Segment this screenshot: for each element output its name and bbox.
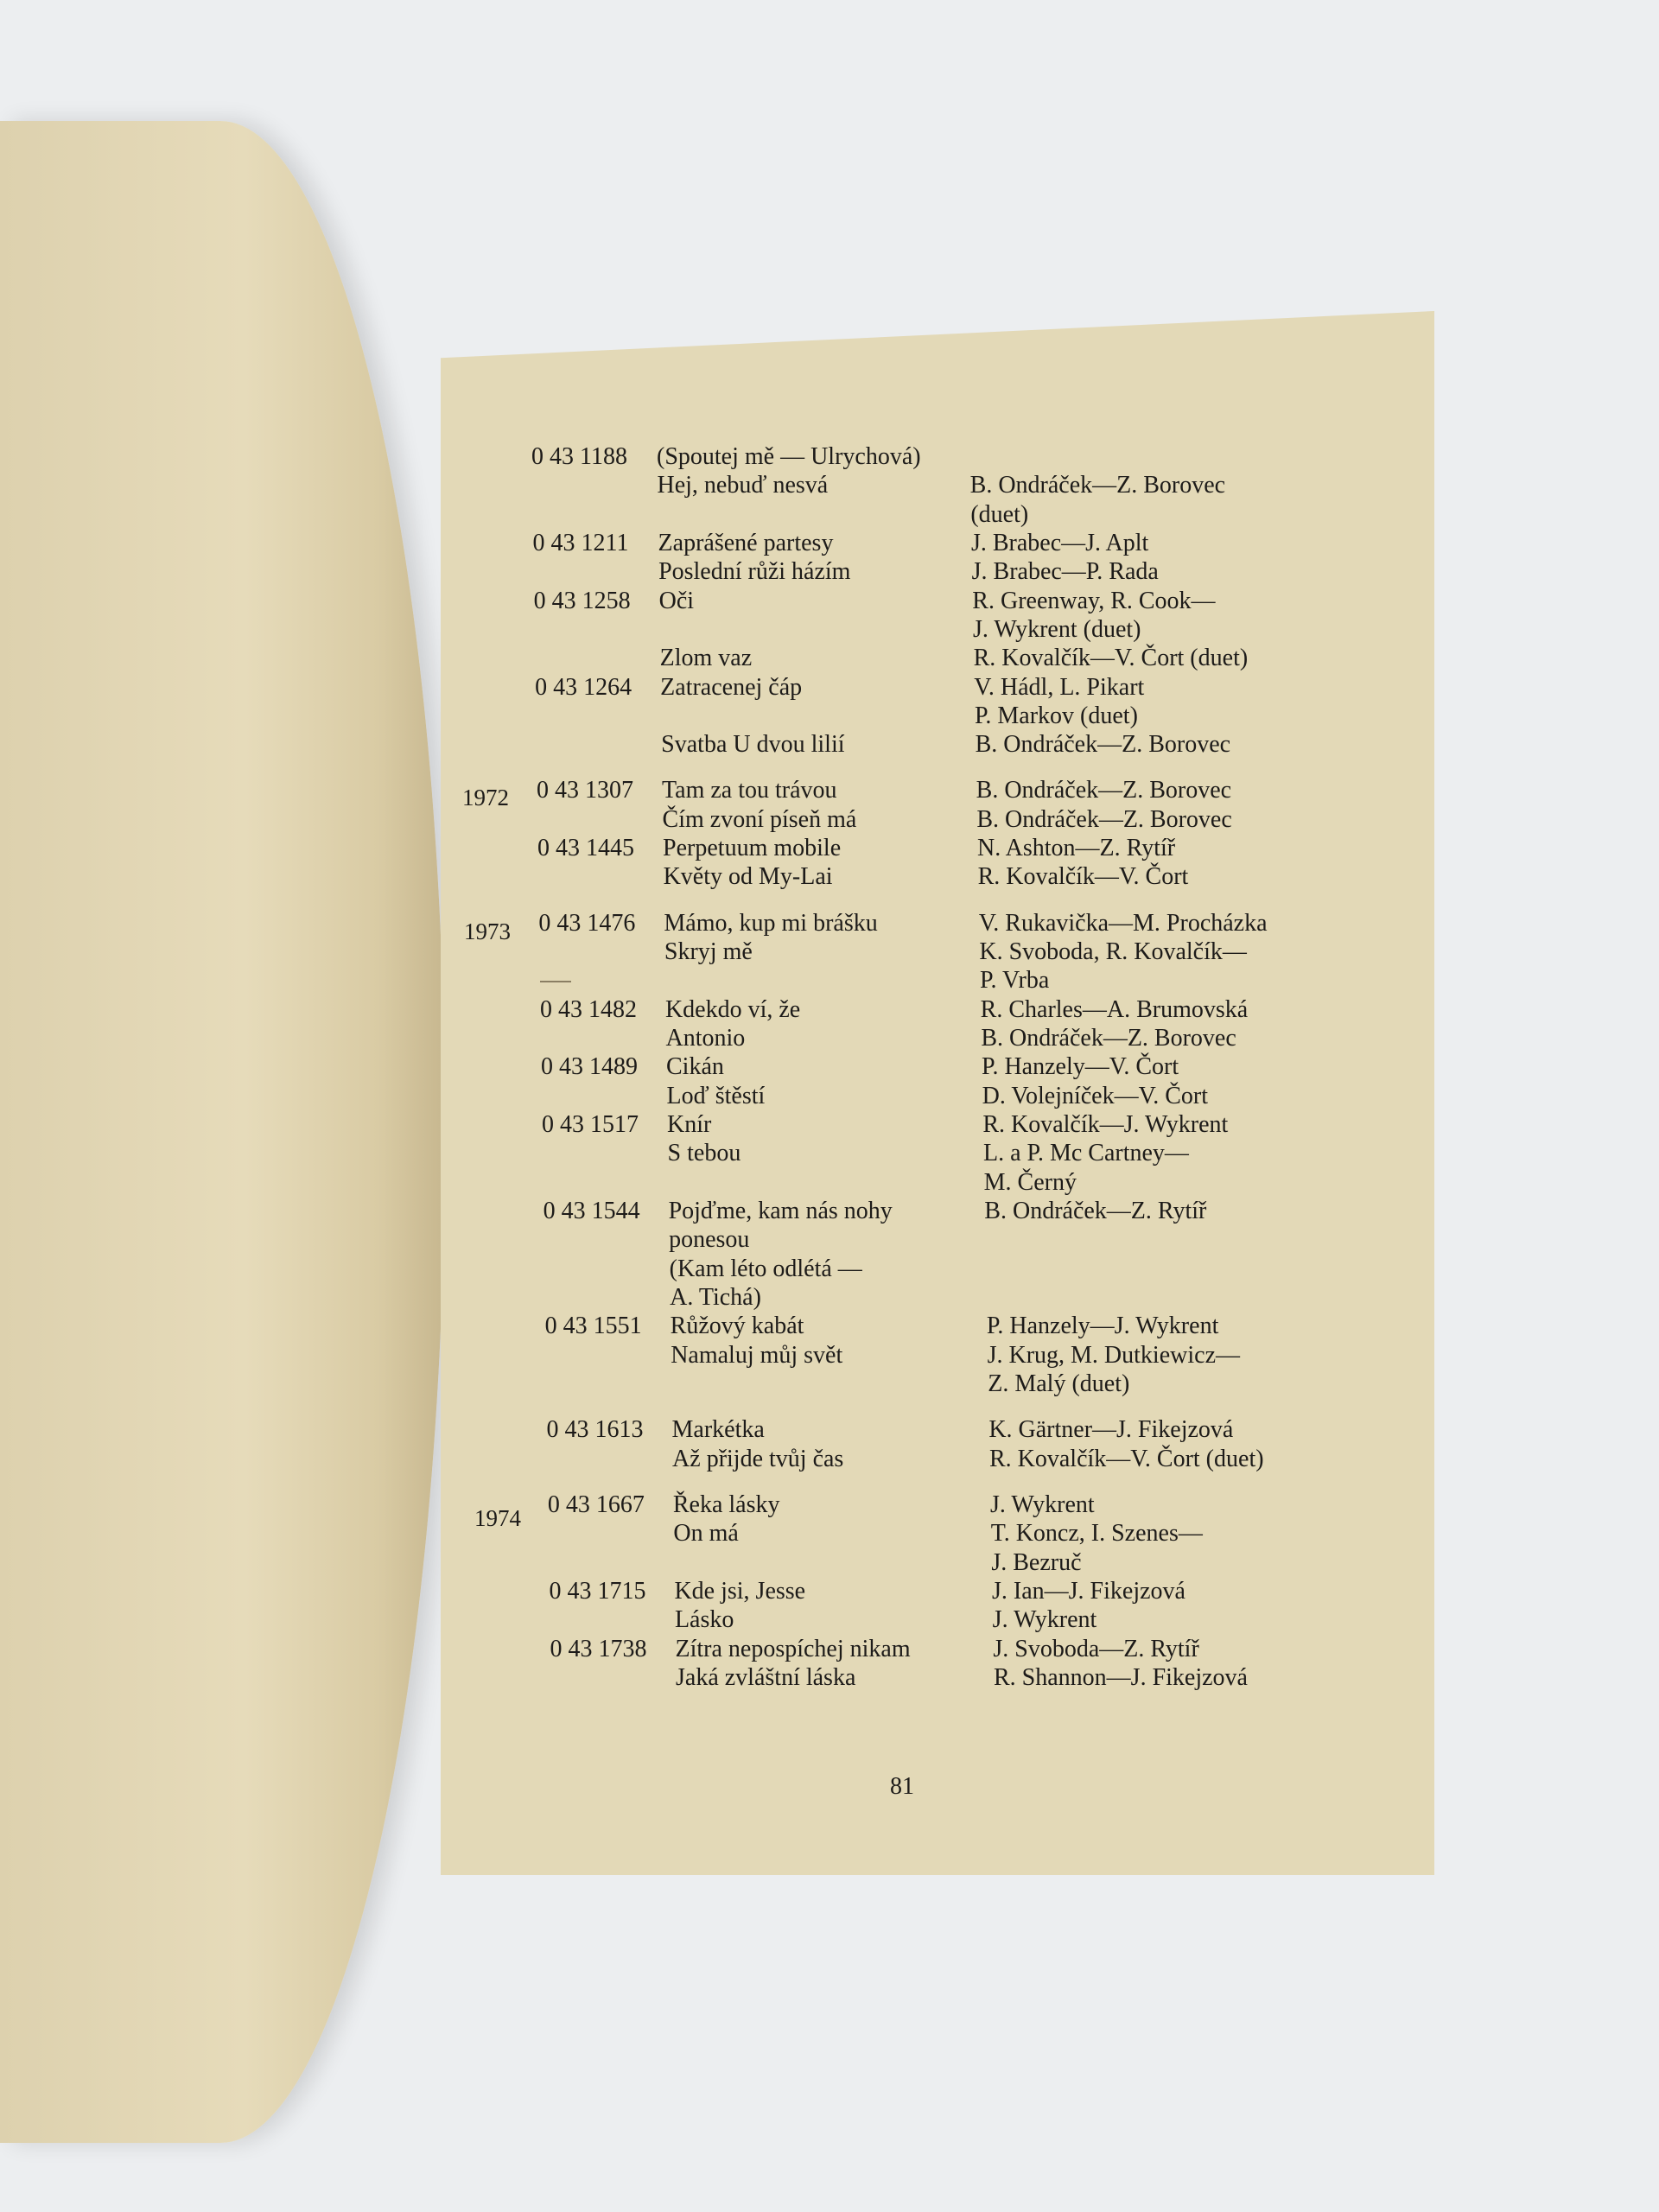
credit-text: N. Ashton—Z. Rytíř [976,835,1176,861]
credit-text: B. Ondráček—Z. Rytíř [984,1198,1207,1224]
credit-text: R. Greenway, R. Cook— [972,588,1216,614]
credit-text: R. Shannon—J. Fikejzová [994,1664,1248,1691]
catalog-number: 0 43 1489 [540,1053,638,1080]
song-title: Květy od My-Lai [663,863,833,890]
credit-text: J. Brabec—P. Rada [971,558,1159,585]
song-title: Zítra nepospíchej nikam [675,1636,911,1662]
song-title: Zlom vaz [659,645,753,671]
song-title: Skryj mě [664,938,753,965]
credit-text: R. Charles—A. Brumovská [980,996,1249,1023]
song-title: On má [673,1520,739,1547]
credit-text: B. Ondráček—Z. Borovec [976,806,1232,833]
credit-text: P. Vrba [980,967,1050,994]
song-title: Cikán [665,1053,724,1080]
catalog-number: 0 43 1264 [535,674,632,701]
credit-text: J. Brabec—J. Aplt [970,530,1149,556]
catalog-number: 0 43 1738 [550,1636,647,1662]
catalog-number: 0 43 1517 [542,1111,639,1138]
song-title: Zatracenej čáp [660,674,803,701]
credit-text: V. Hádl, L. Pikart [974,674,1145,701]
song-title: Čím zvoní píseň má [662,806,857,833]
credit-text: L. a P. Mc Cartney— [982,1140,1189,1166]
credit-text: D. Volejníček—V. Čort [982,1083,1208,1109]
song-title: Řeka lásky [672,1491,780,1518]
credit-text: R. Kovalčík—V. Čort [977,863,1189,890]
catalog-number: 0 43 1482 [539,996,637,1023]
credit-text: B. Ondráček—Z. Borovec [969,472,1226,499]
credit-text: T. Koncz, I. Szenes— [990,1520,1203,1547]
left-page-curl [0,121,445,2143]
credit-text: J. Wykrent [992,1606,1097,1633]
credit-text: J. Wykrent (duet) [972,616,1141,643]
catalog-number: 0 43 1188 [531,443,627,470]
credit-text: B. Ondráček—Z. Borovec [975,731,1231,758]
song-title: Zaprášené partesy [658,530,834,556]
catalog-number: 0 43 1476 [538,910,636,937]
song-title: Kdekdo ví, že [664,996,801,1023]
credit-text: Z. Malý (duet) [988,1370,1130,1397]
credit-text: (duet) [970,501,1029,528]
credit-text: J. Bezruč [991,1549,1082,1576]
credit-text: J. Wykrent [990,1491,1095,1518]
credit-text: R. Kovalčík—V. Čort (duet) [973,645,1249,671]
credit-text: B. Ondráček—Z. Borovec [981,1025,1236,1052]
credit-text: J. Ian—J. Fikejzová [992,1578,1185,1605]
catalog-number: 0 43 1258 [533,588,631,614]
catalog-number: 0 43 1715 [549,1578,646,1605]
credit-text: B. Ondráček—Z. Borovec [976,777,1232,804]
song-title: Namaluj můj svět [671,1342,843,1369]
catalog-number: 0 43 1445 [537,835,635,861]
credit-text: P. Hanzely—J. Wykrent [986,1313,1219,1339]
page-number: 81 [890,1773,914,1800]
credit-text: P. Markov (duet) [974,702,1138,729]
catalog-number: 0 43 1307 [537,777,633,804]
credit-text: M. Černý [983,1169,1077,1196]
song-title: (Kam léto odlétá — [669,1255,862,1282]
year-label: 1973 [464,918,511,944]
catalog-number: 0 43 1544 [543,1198,640,1224]
credit-text: K. Svoboda, R. Kovalčík— [979,938,1247,965]
song-title: ponesou [669,1226,750,1253]
song-title: (Spoutej mě — Ulrychová) [657,443,921,470]
song-title: Svatba U dvou lilií [661,731,845,758]
song-title: Až přijde tvůj čas [672,1446,844,1472]
song-title: A. Tichá) [670,1284,761,1311]
song-title: Loď štěstí [666,1083,766,1109]
catalog-number: 0 43 1211 [532,530,629,556]
credit-text: K. Gärtner—J. Fikejzová [988,1416,1234,1443]
song-title: Poslední růži házím [658,558,851,585]
year-label: 1974 [474,1505,521,1531]
catalog-number: 0 43 1667 [547,1491,645,1518]
song-title: Lásko [674,1606,734,1633]
song-title: Jaká zvláštní láska [676,1664,856,1691]
song-title: Antonio [665,1025,746,1052]
catalog-number: 0 43 1613 [546,1416,644,1443]
song-title: Knír [667,1111,712,1138]
song-title: Kde jsi, Jesse [674,1578,806,1605]
credit-text: R. Kovalčík—V. Čort (duet) [988,1446,1264,1472]
credit-text: R. Kovalčík—J. Wykrent [982,1111,1229,1138]
song-title: Mámo, kup mi brášku [664,910,878,937]
song-title: Perpetuum mobile [663,835,842,861]
year-label: 1972 [462,785,509,810]
song-title: Růžový kabát [670,1313,804,1339]
credit-text: P. Hanzely—V. Čort [981,1053,1179,1080]
credit-text: J. Krug, M. Dutkiewicz— [987,1342,1240,1369]
song-title: Tam za tou trávou [662,777,837,804]
catalog-number: 0 43 1551 [544,1313,642,1339]
song-title: Oči [658,588,695,614]
song-title: S tebou [667,1140,741,1166]
dash-mark [540,981,571,982]
song-title: Markétka [671,1416,765,1443]
song-title: Hej, nebuď nesvá [657,472,829,499]
song-title: Pojďme, kam nás nohy [668,1198,893,1224]
credit-text: J. Svoboda—Z. Rytíř [993,1636,1199,1662]
credit-text: V. Rukavička—M. Procházka [978,910,1268,937]
